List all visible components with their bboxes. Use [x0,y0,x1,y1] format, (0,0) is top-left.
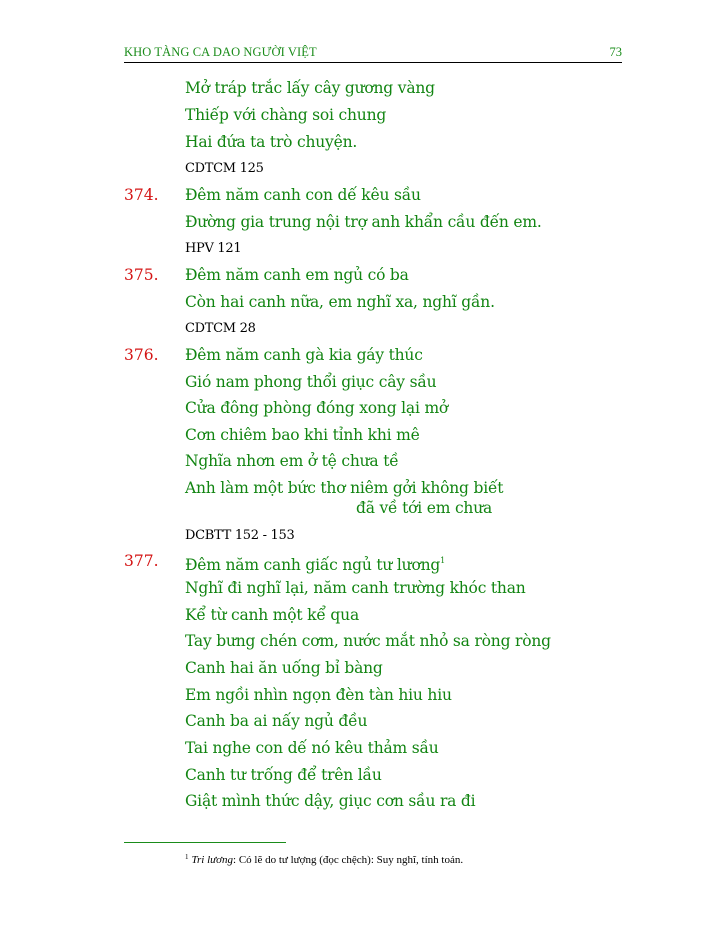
verse-line: Đêm năm canh con dế kêu sầu [185,186,421,204]
footnote-marker: 1 [185,853,189,861]
verse-line: Anh làm một bức thơ niêm gởi không biết [185,479,504,497]
verse-line: Đêm năm canh em ngủ có ba [185,266,409,284]
verse-line: Tay bưng chén cơm, nước mắt nhỏ sa ròng ròng [185,632,551,650]
verse-line: Canh hai ăn uống bỉ bàng [185,659,383,677]
entry-number: 377. [124,552,159,570]
verse-line: Nghĩ đi nghĩ lại, năm canh trường khóc than [185,579,526,597]
source-citation: DCBTT 152 - 153 [185,528,295,543]
verse-line: Nghĩa nhơn em ở tệ chưa tề [185,452,399,470]
entry-number: 375. [124,266,159,284]
source-citation: CDTCM 28 [185,321,256,336]
verse-line: Giật mình thức dậy, giục cơn sầu ra đi [185,792,476,810]
footnote-separator [124,842,286,843]
entry-number: 376. [124,346,159,364]
running-header [124,44,622,63]
verse-line: Cửa đông phòng đóng xong lại mở [185,399,449,417]
entry-number: 374. [124,186,159,204]
verse-line: Đường gia trung nội trợ anh khẩn cầu đến em. [185,213,542,231]
source-citation: CDTCM 125 [185,161,264,176]
source-citation: HPV 121 [185,241,242,256]
verse-text: Đêm năm canh giấc ngủ tư lương [185,556,441,574]
verse-line: Cơn chiêm bao khi tỉnh khi mê [185,426,420,444]
verse-line: Canh ba ai nấy ngủ đều [185,712,368,730]
verse-line: Kể từ canh một kể qua [185,606,359,624]
verse-line: Hai đứa ta trò chuyện. [185,133,358,151]
verse-line: Gió nam phong thổi giục cây sầu [185,373,437,391]
verse-line: Đêm năm canh gà kia gáy thúc [185,346,423,364]
verse-line: Tai nghe con dế nó kêu thảm sầu [185,739,439,757]
footnote-text: : Có lẽ do tư lượng (đọc chệch): Suy nghĩ, tính toán. [233,854,464,866]
footnote [185,853,463,866]
verse-line: Còn hai canh nữa, em nghĩ xa, nghĩ gần. [185,293,495,311]
verse-line: Canh tư trống để trên lầu [185,766,382,784]
footnote-reference[interactable]: 1 [440,556,445,565]
page-number: 73 [609,45,622,59]
book-title: KHO TÀNG CA DAO NGƯỜI VIỆT [124,45,317,59]
verse-line: Thiếp với chàng soi chung [185,106,387,124]
verse-line-continuation: đã về tới em chưa [356,499,493,517]
verse-line: Mở tráp trắc lấy cây gương vàng [185,79,435,97]
footnote-term: Tri lương [191,854,234,866]
verse-line [185,551,445,575]
verse-line: Em ngồi nhìn ngọn đèn tàn hiu hiu [185,686,452,704]
